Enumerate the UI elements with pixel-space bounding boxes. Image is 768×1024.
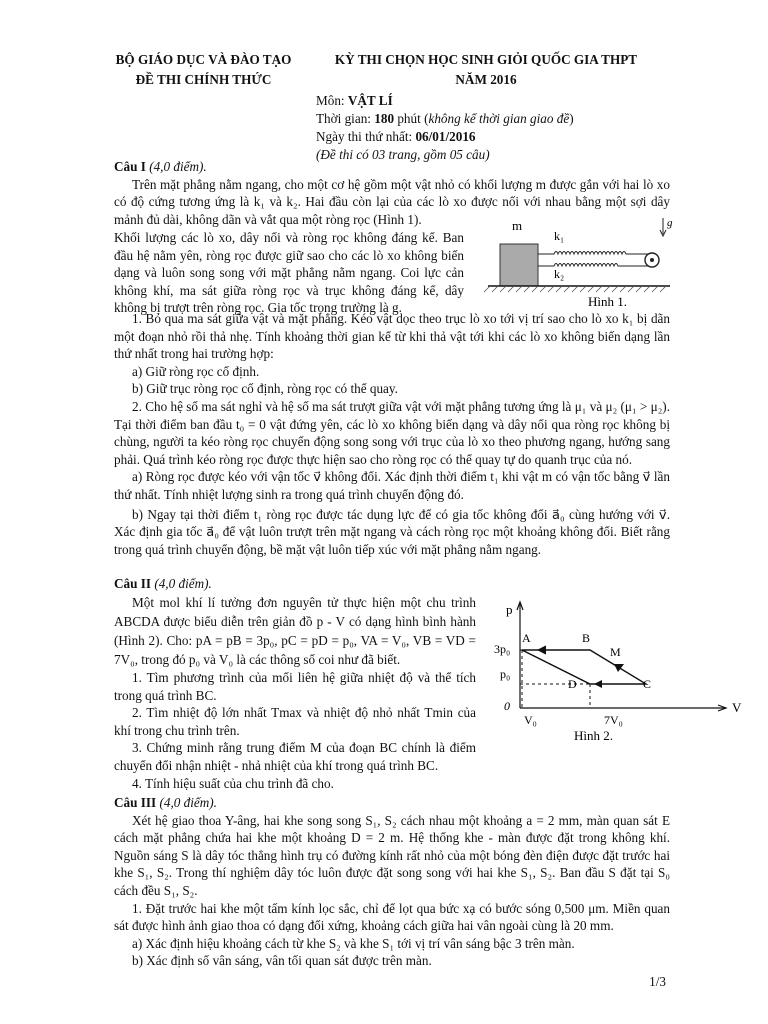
exam-meta: Môn: VẬT LÍ Thời gian: 180 phút (không kể thời gian giao đề) Ngày thi thứ nhất: 06/01/2016 (Đề thi có 03 trang, gồm 05 câu) bbox=[316, 93, 574, 162]
question-2-title: Câu II (4,0 điểm). bbox=[114, 576, 212, 591]
point-m-label: M bbox=[610, 645, 621, 659]
mass-label: m bbox=[512, 218, 523, 233]
cycle-abcd bbox=[522, 650, 646, 684]
q1-intro-continued: Khối lượng các lò xo, dây nối và ròng rọc không đáng kể. Ban đầu hệ nằm yên, ròng rọc được giữ sao cho các lò xo không biến dạng và luôn song song với mặt phẳng nằm ngang. Coi lực cản không khí, ma sát giữa ròng rọc và trục không đáng kể, dây không bị trượt trên ròng rọc. Gia tốc trọng trường là g. bbox=[114, 230, 464, 316]
exam-title: KỲ THI CHỌN HỌC SINH GIỎI QUỐC GIA THPT bbox=[334, 52, 638, 67]
question-3-title: Câu III (4,0 điểm). bbox=[114, 795, 217, 810]
svg-text:p: p bbox=[506, 602, 513, 617]
k2-label: k₂ bbox=[554, 267, 565, 281]
time-value: 180 bbox=[374, 111, 395, 126]
question-2 bbox=[114, 575, 670, 593]
arrow-ab-icon bbox=[538, 646, 546, 654]
svg-text:3p₀: 3p₀ bbox=[494, 642, 511, 656]
question-3: Câu III (4,0 điểm). Xét hệ giao thoa Y-âng, hai khe song song S₁, S₂ cách nhau một khoảng a = 2 mm, màn quan sát E cách mặt phẳng chứa hai khe một khoảng D = 2 m. Hệ thống khe - màn được đặt trong không khí. Nguồn sáng S là dây tóc thẳng hình trụ có đường kính rất nhỏ của một bóng đèn điện được đặt trước hai khe S₁, S₂. Trong thí nghiệm dây tóc luôn được đặt song song với hai khe S₁, S₂. Ban đầu S đặt tại S₀ cách đều S₁, S₂. 1. Đặt trước hai khe một tấm kính lọc sắc, chỉ để lọt qua bức xạ có bước sóng 0,500 μm. Miền quan sát được hình ảnh giao thoa có dạng đối xứng, khoảng cách giữa hai vân ngoài cùng là 20 mm. a) Xác định hiệu khoảng cách từ khe S₂ và khe S₁ tới vị trí vân sáng bậc 3 trên màn. b) Xác định số vân sáng, vân tối quan sát được trên màn. bbox=[114, 795, 670, 969]
question-1-title: Câu I (4,0 điểm). bbox=[114, 159, 207, 174]
exam-year: NĂM 2016 bbox=[455, 72, 517, 87]
spring-k2 bbox=[538, 264, 650, 267]
q1-intro: Trên mặt phẳng nằm ngang, cho một cơ hệ gồm một vật nhỏ có khối lượng m được gắn với hai lò xo có độ cứng tương ứng là k₁ và k₂. Hai đầu còn lại của các lò xo được nối với nhau bằng một sợi dây mảnh đủ dài, không dãn và vắt qua một ròng rọc (Hình 1). bbox=[114, 176, 670, 227]
ministry-header bbox=[96, 50, 311, 90]
svg-text:p₀: p₀ bbox=[500, 667, 511, 681]
point-c-label: C bbox=[643, 677, 652, 691]
figure-2-pv-diagram bbox=[486, 598, 748, 744]
gravity-label: g⃗ bbox=[667, 217, 682, 229]
svg-text:7V₀: 7V₀ bbox=[604, 713, 623, 727]
spring-k1 bbox=[538, 252, 650, 255]
arrow-cd-icon bbox=[594, 680, 602, 688]
figure-2-caption: Hình 2. bbox=[574, 728, 613, 743]
figure-1-spring-pulley bbox=[484, 212, 682, 310]
svg-text:V: V bbox=[732, 700, 742, 715]
ministry-name: BỘ GIÁO DỤC VÀ ĐÀO TẠO bbox=[115, 52, 292, 67]
point-a-label: A bbox=[522, 631, 531, 645]
exam-date: 06/01/2016 bbox=[415, 129, 476, 144]
k1-label: k₁ bbox=[554, 229, 565, 243]
point-d-label: D bbox=[568, 677, 577, 691]
page-number: 1/3 bbox=[649, 974, 666, 989]
point-b-label: B bbox=[582, 631, 591, 645]
figure-1-caption: Hình 1. bbox=[588, 294, 627, 309]
q1-parts: 1. Bỏ qua ma sát giữa vật và mặt phẳng. Kéo vật dọc theo trục lò xo tới vị trí sao cho lò xo k₁ bị dãn một đoạn nhỏ rồi thả nhẹ. Tính khoảng thời gian kể từ khi thả vật tới khi các lò xo không biến dạng lần thứ nhất trong hai trường hợp: a) Giữ ròng rọc cố định. b) Giữ trục ròng rọc cố định, ròng rọc có thể quay. 2. Cho hệ số ma sát nghỉ và hệ số ma sát trượt giữa vật với mặt phẳng tương ứng là μ₁ và μ₂ (μ₁ > μ₂). Tại thời điểm ban đầu t₀ = 0 vật đứng yên, các lò xo không biến dạng và dây nối qua ròng rọc không bị chùng, người ta kéo ròng rọc chuyển động song song với trục của lò xo theo phương ngang, hướng sang phải. Quá trình kéo ròng rọc được thực hiện sao cho ròng rọc có thể quay tự do quanh trục của nó. a) Ròng rọc được kéo với vận tốc v⃗ không đổi. Xác định thời điểm t₁ khi vật m có vận tốc bằng v⃗ lần thứ nhất. Tính nhiệt lượng sinh ra trong quá trình chuyển động đó. b) Ngay tại thời điểm t₁ ròng rọc được tác dụng lực để có gia tốc không đổi a⃗₀ cùng hướng với v⃗. Xác định gia tốc a⃗₀ để vật luôn trượt trên mặt ngang và cách ròng rọc một khoảng không đổi. Biết rằng trong quá trình chuyển động, bề mặt vật luôn tiếp xúc với mặt phẳng nằm ngang. bbox=[114, 311, 670, 557]
pages-note: (Đề thi có 03 trang, gồm 05 câu) bbox=[316, 147, 490, 162]
svg-text:0: 0 bbox=[504, 699, 510, 713]
svg-text:V₀: V₀ bbox=[524, 713, 537, 727]
official-exam-label: ĐỀ THI CHÍNH THỨC bbox=[135, 72, 272, 87]
mass-block bbox=[500, 244, 538, 286]
exam-header bbox=[316, 50, 656, 90]
subject: VẬT LÍ bbox=[347, 93, 393, 108]
q2-body: Một mol khí lí tưởng đơn nguyên tử thực hiện một chu trình ABCDA được biểu diễn trên giản đồ p - V có dạng hình bình hành (Hình 2). Cho: pA = pB = 3p₀, pC = pD = p₀, VA = V₀, VB = VD = 7V₀, trong đó p₀ và V₀ là các thông số coi như đã biết. 1. Tìm phương trình của mối liên hệ giữa nhiệt độ và thể tích trong quá trình BC. 2. Tìm nhiệt độ lớn nhất Tmax và nhiệt độ nhỏ nhất Tmin của khí trong chu trình trên. 3. Chứng minh rằng trung điểm M của đoạn BC chính là điểm chuyển đổi nhận nhiệt - nhả nhiệt của khí trong quá trình BC. 4. Tính hiệu suất của chu trình đã cho. bbox=[114, 595, 476, 791]
arrow-bc-icon bbox=[614, 664, 624, 672]
